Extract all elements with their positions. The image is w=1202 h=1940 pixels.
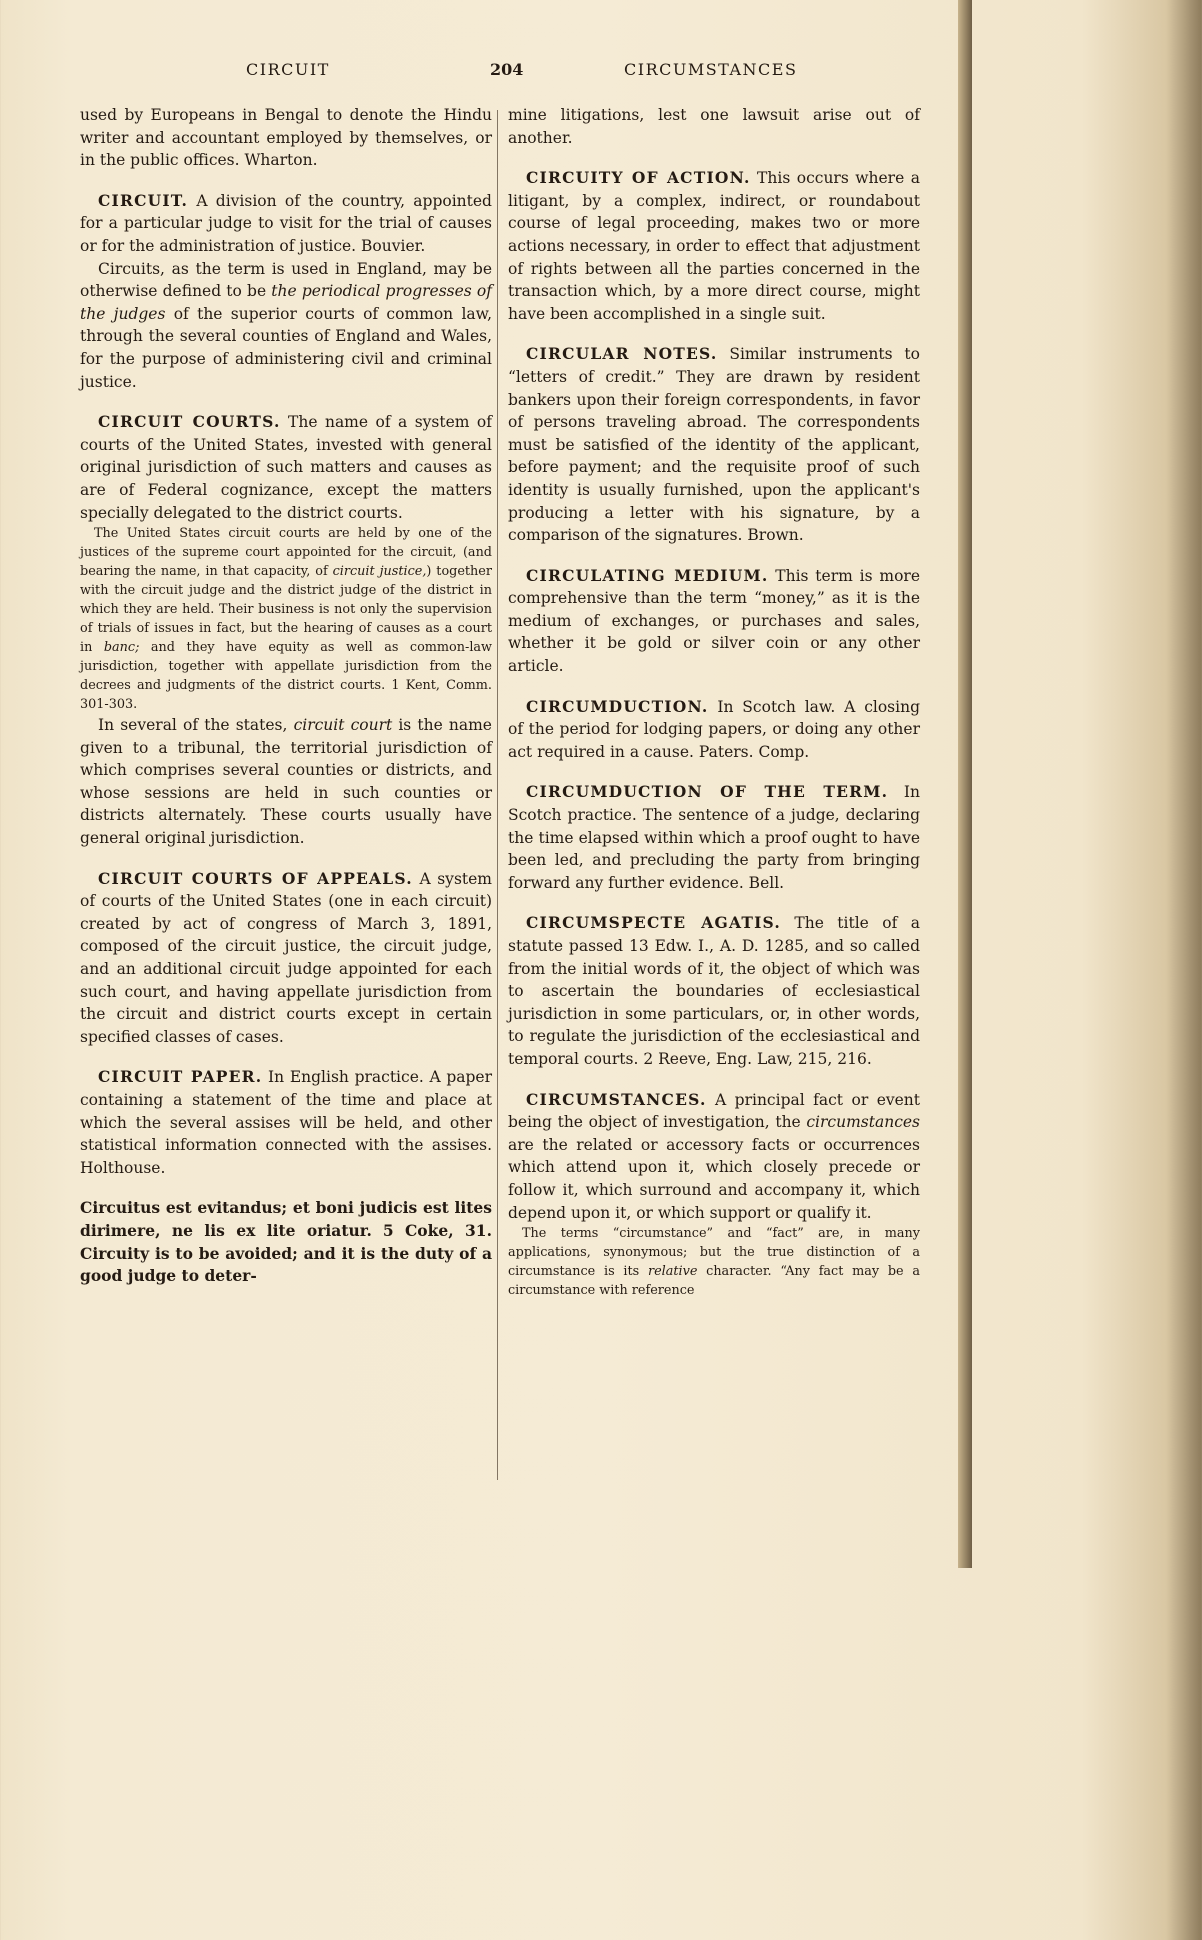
entry-definition: Similar instruments to “letters of credit.” They are drawn by resident bankers upon their foreign correspondents, in favor of persons traveling abroad. The correspondents must be satisfied of the identity of the applicant, before payment; and the requisite proof of such identity is usually furnished, upon the applicant's producing a letter with his signature, by a comparison of the signatures. Brown. — [508, 345, 920, 545]
left-column — [80, 104, 492, 1306]
entry-heading: CIRCUIT COURTS OF APPEALS. — [98, 868, 413, 888]
entry-heading: CIRCUIT. — [98, 190, 189, 210]
entry-note: The terms “circumstance” and “fact” are, in many applications, synonymous; but the true distinction of a circumstance is its relative character. “Any fact may be a circumstance with reference — [508, 1226, 920, 1299]
entry-definition: A division of the country, appointed for a particular judge to visit for the trial of causes or for the administration of justice. Bouvier. — [80, 191, 492, 255]
entry-definition: A system of courts of the United States (one in each circuit) created by act of congress of March 3, 1891, composed of the circuit justice, the circuit judge, and an additional circuit judge appointed for each such court, and having appellate jurisdiction from the circuit and district courts except in certain specified classes of cases. — [80, 869, 492, 1046]
entry-circuit-courts-of-appeals — [80, 868, 492, 1049]
entry-circulating-medium — [508, 565, 920, 678]
entry-heading: CIRCUMSPECTE AGATIS. — [526, 913, 781, 933]
page-number: 204 — [490, 60, 524, 79]
entry-definition: In English practice. A paper containing a statement of the time and place at which the several assises will be held, and other statistical information connected with the assises. Holthouse. — [80, 1068, 493, 1177]
italic-phrase: circumstances — [806, 1113, 920, 1132]
entry-circuit — [80, 190, 492, 393]
entry-paragraph: In several of the states, circuit court is the name given to a tribunal, the territorial jurisdiction of which comprises several counties or districts, and whose sessions are held in such counties or districts alternately. These courts usually have general original jurisdiction. — [80, 716, 492, 848]
entry-definition: In Scotch practice. The sentence of a judge, declaring the time elapsed within which a proof ought to have been led, and precluding the party from bringing forward any further evidence. Bell. — [508, 783, 920, 892]
entry-heading: CIRCUMDUCTION OF THE TERM. — [526, 782, 889, 802]
entry-circumstances: CIRCUMSTANCES. A principal fact or event being the object of investigation, the circumstances are the related or accessory facts or occurrences which attend upon it, which closely precede or follow it, which surround and accompany it, which depend upon it, or which support or qualify it. The terms “circumstance” and “fact” are, in many applications, synonymous; but the true distinction of a circumstance is its relative character. “Any fact may be a circumstance with reference — [508, 1089, 921, 1299]
entry-circuit-courts — [80, 411, 492, 850]
entry-definition: The name of a system of courts of the United States, invested with general original jurisdiction of such matters and causes as are of Federal cognizance, except the matters specially delegated to the district courts. — [80, 413, 492, 522]
entry-note: The United States circuit courts are held by one of the justices of the supreme court appointed for the circuit, (and bearing the name, in that capacity, of circuit justice,) together with the circuit judge and the district judge of the district in which they are held. Their business is not only the supervision of trials of issues in fact, but the hearing of causes as a court in banc; and they have equity as well as common-law jurisdiction, together with appellate jurisdiction from the decrees and judgments of the district courts. 1 Kent, Comm. 301-303. — [80, 526, 492, 713]
entry-definition: In Scotch law. A closing of the period for lodging papers, or doing any other act required in a cause. Paters. Comp. — [508, 697, 920, 761]
italic-phrase: the periodical progresses of the judges — [80, 282, 492, 323]
entry-heading: CIRCUIT PAPER. — [98, 1067, 263, 1087]
entry-heading: CIRCUMDUCTION. — [526, 696, 709, 716]
running-head-left: CIRCUIT — [246, 60, 330, 79]
entry-circuit-paper — [80, 1066, 492, 1179]
entry-definition: 5 Coke, 31. Circuity is to be avoided; and it is the duty of a good judge to deter- — [80, 1220, 492, 1286]
running-head-right: CIRCUMSTANCES — [624, 60, 798, 79]
column-divider — [497, 110, 498, 1480]
continuation-text: used by Europeans in Bengal to denote the Hindu writer and accountant employed by themselves, or in the public offices. Wharton. — [80, 106, 492, 170]
entry-circular-notes — [508, 343, 920, 546]
entry-definition: The title of a statute passed 13 Edw. I., A. D. 1285, and so called from the initial words of it, the object of which was to ascertain the boundaries of ecclesiastical jurisdiction in some particulars, or, in other words, to regulate the jurisdiction of the ecclesiastical and temporal courts. 2 Reeve, Eng. Law, 215, 216. — [508, 914, 920, 1068]
entry-circumduction — [508, 696, 920, 764]
entry-heading: CIRCUITY OF ACTION. — [526, 168, 751, 188]
entry-circuity-of-action — [508, 167, 920, 325]
entry-heading: CIRCULAR NOTES. — [526, 344, 718, 364]
entry-definition: This occurs where a litigant, by a complex, indirect, or roundabout course of legal proceeding, makes two or more actions necessary, in order to effect that adjustment of rights between all the parties concerned in the transaction which, by a more direct course, might have been accomplished in a single suit. — [508, 169, 920, 323]
entry-circuitus — [80, 1197, 492, 1287]
right-column — [508, 104, 920, 1318]
entry-heading: CIRCULATING MEDIUM. — [526, 565, 769, 585]
entry-paragraph: Circuits, as the term is used in England, may be otherwise defined to be the periodical progresses of the judges of the superior courts of common law, through the several counties of England and Wales, for the purpose of administering civil and criminal justice. — [80, 259, 492, 391]
entry-definition: This term is more comprehensive than the term “money,” as it is the medium of exchanges, or purchases and sales, whether it be gold or silver coin or any other article. — [508, 566, 920, 676]
entry-circumduction-of-the-term — [508, 781, 920, 894]
legal-maxim: Circuitus est evitandus; et boni judicis est lites dirimere, ne lis ex lite oriatur. — [80, 1198, 492, 1240]
entry-heading: CIRCUMSTANCES. — [526, 1089, 707, 1109]
entry-circumspecte-agatis — [508, 912, 920, 1070]
continuation-text: mine litigations, lest one lawsuit arise out of another. — [508, 106, 920, 147]
entry-heading: CIRCUIT COURTS. — [98, 412, 281, 432]
page-edge-shadow — [958, 0, 972, 1568]
